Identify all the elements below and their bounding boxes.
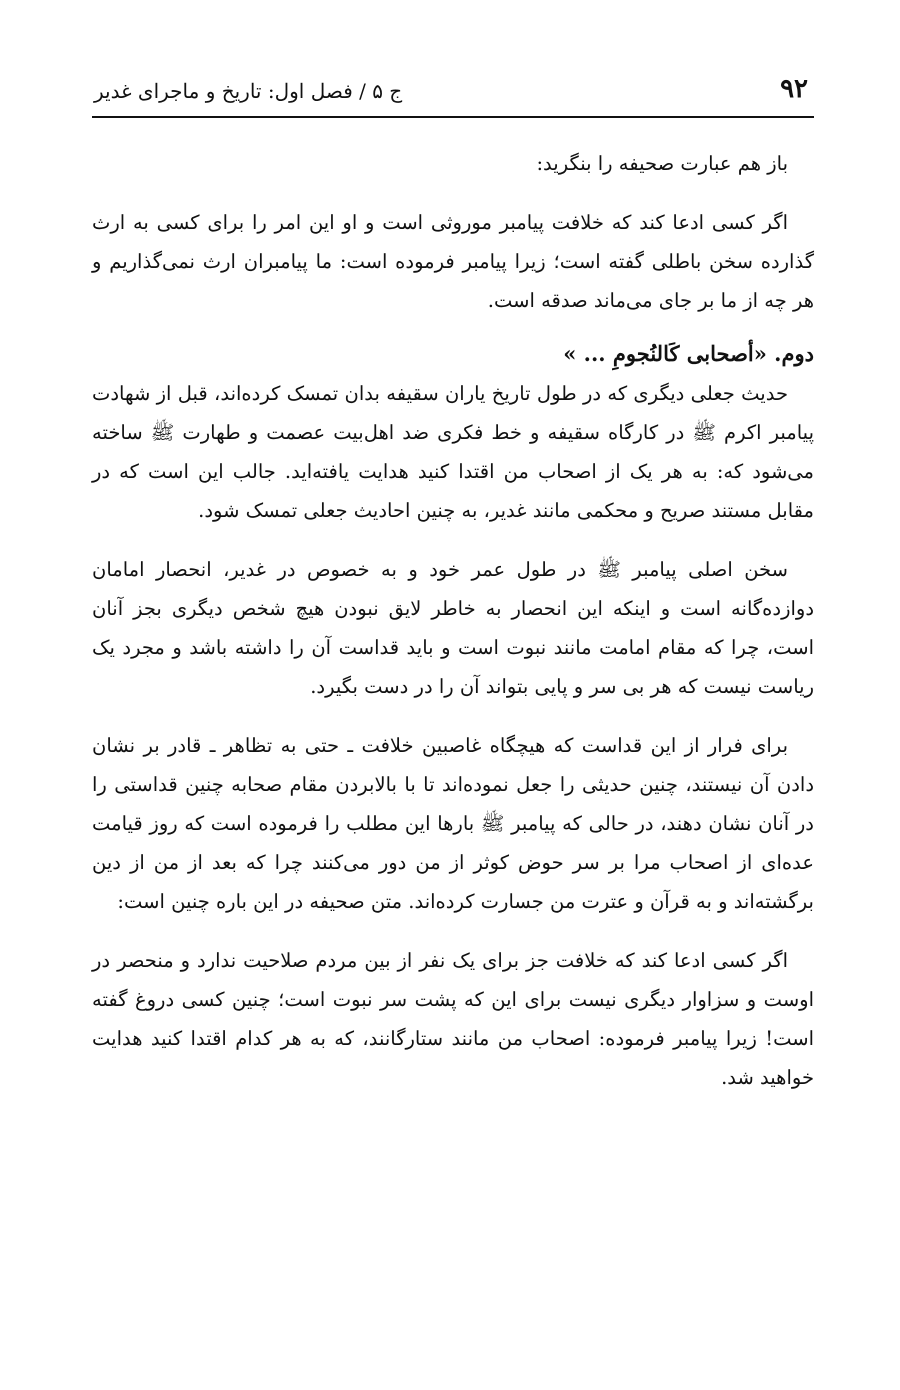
running-head	[92, 62, 814, 118]
body-paragraph-3: برای فرار از این قداست که هیچگاه غاصبین خلافت ـ حتی به تظاهر ـ قادر بر نشان دادن آن نیستند، چنین حدیثی را جعل نموده‌اند تا با بالابردن مقام صحابه چنین قداستی را در آنان نشان دهند، در حالی که پیامبر ﷺ بارها این مطلب را فرموده است که روز قیامت عده‌ای از اصحاب مرا بر سر حوض کوثر از من دور می‌کنند چرا که بعد از من از دین برگشته‌اند و به قرآن و عترت من جسارت کرده‌اند. متن صحیفه در این باره چنین است:	[92, 734, 814, 913]
chapter-title: ج ۵ / فصل اول: تاریخ و ماجرای غدیر	[94, 79, 403, 103]
intro-paragraph: باز هم عبارت صحیفه را بنگرید:	[536, 152, 788, 175]
quote-paragraph-1: اگر کسی ادعا کند که خلافت پیامبر موروثی است و او این امر را برای کسی به ارث گذارده سخن باطلی گفته است؛ زیرا پیامبر فرموده است: ما پیامبران ارث نمی‌گذاریم و هر چه از ما بر جای می‌ماند صدقه است.	[92, 211, 814, 312]
page-body	[92, 144, 814, 1097]
page-number: ۹۲	[780, 74, 808, 104]
body-paragraph-2: سخن اصلی پیامبر ﷺ در طول عمر خود و به خصوص در غدیر، انحصار امامان دوازده‌گانه است و اینکه این انحصار به خاطر لایق نبودن هیچ شخص دیگری بجز آنان است، چرا که مقام امامت مانند نبوت است و باید قداست آن را داشته باشد و مجرد یک ریاست نیست که هر بی سر و پایی بتواند آن را در دست بگیرد.	[92, 558, 814, 698]
book-page	[92, 62, 814, 1097]
section-heading: دوم. «أصحابی کَالنُجومِ ... »	[563, 341, 814, 366]
quote-paragraph-2: اگر کسی ادعا کند که خلافت جز برای یک نفر از بین مردم صلاحیت ندارد و منحصر در اوست و سزاوار دیگری نیست برای این که پشت سر نبوت است؛ چنین کسی دروغ گفته است! زیرا پیامبر فرموده: اصحاب من مانند ستارگانند، که به هر کدام اقتدا کنید هدایت خواهید شد.	[92, 949, 814, 1089]
body-paragraph-1: حدیث جعلی دیگری که در طول تاریخ یاران سقیفه بدان تمسک کرده‌اند، قبل از شهادت پیامبر اکرم ﷺ در کارگاه سقیفه و خط فکری ضد اهل‌بیت عصمت و طهارت ﷺ ساخته می‌شود که: به هر یک از اصحاب من اقتدا کنید هدایت یافته‌اید. جالب این است که در مقابل مستند صریح و محکمی مانند غدیر، به چنین احادیث جعلی تمسک شود.	[92, 382, 814, 522]
